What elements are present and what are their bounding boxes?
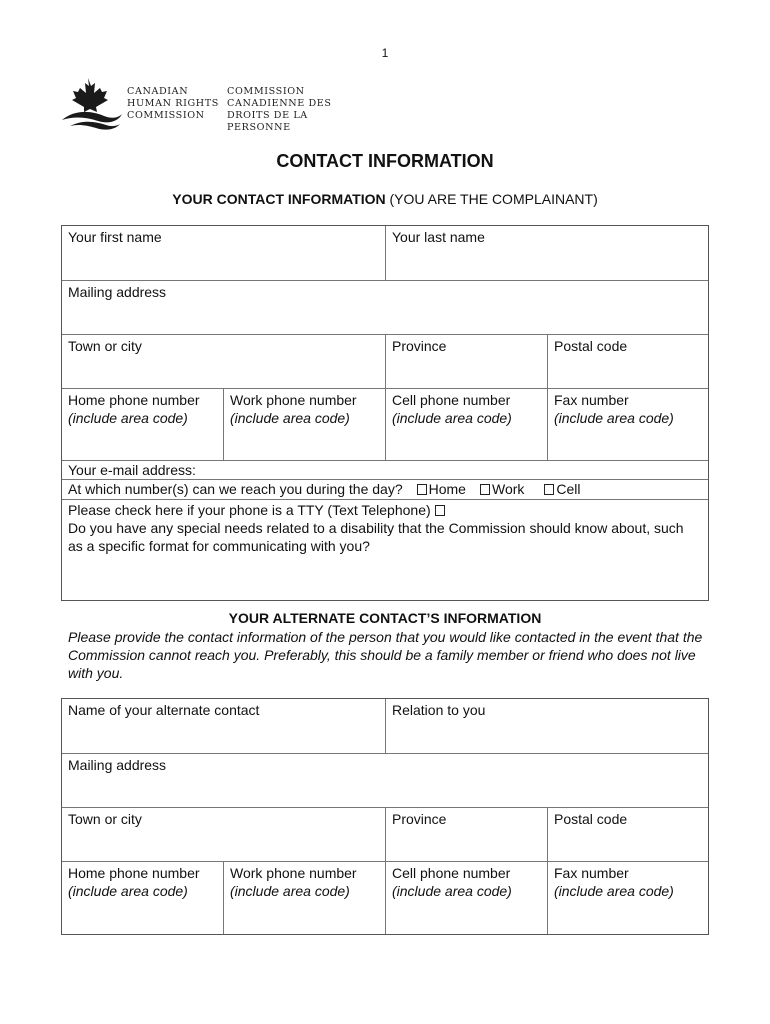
alt-name-field[interactable]	[62, 699, 386, 753]
alt-mailing-address-label: Mailing address	[68, 757, 167, 773]
alt-cell-phone-field[interactable]	[386, 862, 548, 934]
alt-province-field[interactable]	[386, 808, 548, 861]
home-phone-label: Home phone number	[68, 392, 200, 408]
alt-town-field[interactable]	[62, 808, 386, 861]
town-field[interactable]	[62, 335, 386, 388]
home-phone-field[interactable]	[62, 389, 224, 460]
province-field[interactable]	[386, 335, 548, 388]
reach-home-option[interactable]	[417, 480, 466, 498]
alt-work-phone-label: Work phone number	[230, 865, 357, 881]
alt-postal-code-label: Postal code	[554, 811, 628, 827]
alt-name-row	[62, 699, 708, 754]
tty-label: Please check here if your phone is a TTY (Text Telephone)	[68, 502, 431, 518]
alt-location-row	[62, 808, 708, 862]
address-row	[62, 281, 708, 335]
fax-hint: (include area code)	[554, 410, 674, 426]
logo-french-text: COMMISSION CANADIENNE DES DROITS DE LA PERSONNE	[227, 86, 332, 133]
alt-postal-code-field[interactable]	[548, 808, 708, 861]
alt-fax-field[interactable]	[548, 862, 708, 934]
reach-row	[62, 480, 708, 500]
cell-checkbox[interactable]	[544, 484, 554, 495]
work-phone-label: Work phone number	[230, 392, 357, 408]
alt-cell-phone-hint: (include area code)	[392, 883, 512, 899]
alt-phone-row	[62, 862, 708, 934]
postal-code-label: Postal code	[554, 338, 628, 354]
alt-home-phone-field[interactable]	[62, 862, 224, 934]
alt-home-phone-hint: (include area code)	[68, 883, 188, 899]
tty-checkbox[interactable]	[435, 505, 445, 516]
alt-work-phone-field[interactable]	[224, 862, 386, 934]
relation-field[interactable]	[386, 699, 708, 753]
home-option-label: Home	[428, 481, 466, 497]
home-checkbox[interactable]	[417, 484, 427, 495]
last-name-label: Your last name	[392, 229, 485, 245]
alt-fax-hint: (include area code)	[554, 883, 674, 899]
email-label: Your e-mail address:	[68, 462, 196, 478]
complainant-form	[61, 225, 709, 601]
alt-home-phone-label: Home phone number	[68, 865, 200, 881]
email-row[interactable]	[62, 461, 708, 480]
alt-town-label: Town or city	[68, 811, 142, 827]
last-name-field[interactable]	[386, 226, 708, 280]
cell-phone-hint: (include area code)	[392, 410, 512, 426]
first-name-label: Your first name	[68, 229, 162, 245]
alt-address-row	[62, 754, 708, 808]
work-phone-hint: (include area code)	[230, 410, 350, 426]
alt-work-phone-hint: (include area code)	[230, 883, 350, 899]
fax-field[interactable]	[548, 389, 708, 460]
home-phone-hint: (include area code)	[68, 410, 188, 426]
special-needs-label: Do you have any special needs related to a disability that the Commission should know about, such as a specific format for communicating with you?	[68, 520, 684, 554]
mailing-address-field[interactable]	[62, 281, 708, 334]
alternate-contact-intro: Please provide the contact information of the person that you would like contacted in the event that the Commission cannot reach you. Preferably, this should be a family member or friend who does not live with you.	[68, 629, 703, 681]
cell-phone-label: Cell phone number	[392, 392, 511, 408]
cell-option-label: Cell	[556, 481, 581, 497]
alt-province-label: Province	[392, 811, 447, 827]
reach-line	[62, 480, 708, 498]
postal-code-field[interactable]	[548, 335, 708, 388]
cell-phone-field[interactable]	[386, 389, 548, 460]
alt-cell-phone-label: Cell phone number	[392, 865, 511, 881]
maple-leaf-icon	[60, 76, 124, 132]
first-name-field[interactable]	[62, 226, 386, 280]
name-row	[62, 226, 708, 281]
reach-work-option[interactable]	[480, 480, 524, 498]
subtitle-bold: YOUR CONTACT INFORMATION	[172, 191, 386, 207]
alternate-contact-heading: YOUR ALTERNATE CONTACT’S INFORMATION	[228, 610, 542, 626]
logo-english-text: CANADIAN HUMAN RIGHTS COMMISSION	[127, 86, 219, 121]
alt-fax-label: Fax number	[554, 865, 629, 881]
commission-logo	[60, 76, 360, 132]
alternate-contact-form	[61, 698, 709, 935]
page-number: 1	[381, 46, 389, 60]
accessibility-row[interactable]	[62, 500, 708, 600]
tty-line	[62, 500, 708, 519]
location-row	[62, 335, 708, 389]
page-title: CONTACT INFORMATION	[276, 151, 494, 171]
mailing-address-label: Mailing address	[68, 284, 167, 300]
work-checkbox[interactable]	[480, 484, 490, 495]
section-subtitle	[0, 191, 770, 207]
work-option-label: Work	[491, 481, 525, 497]
province-label: Province	[392, 338, 447, 354]
phone-row	[62, 389, 708, 461]
alt-mailing-address-field[interactable]	[62, 754, 708, 807]
subtitle-rest: (YOU ARE THE COMPLAINANT)	[385, 191, 598, 207]
reach-question: At which number(s) can we reach you during the day?	[68, 481, 403, 497]
reach-cell-option[interactable]	[544, 480, 580, 498]
alt-name-label: Name of your alternate contact	[68, 702, 260, 718]
fax-label: Fax number	[554, 392, 629, 408]
work-phone-field[interactable]	[224, 389, 386, 460]
relation-label: Relation to you	[392, 702, 486, 718]
town-label: Town or city	[68, 338, 142, 354]
